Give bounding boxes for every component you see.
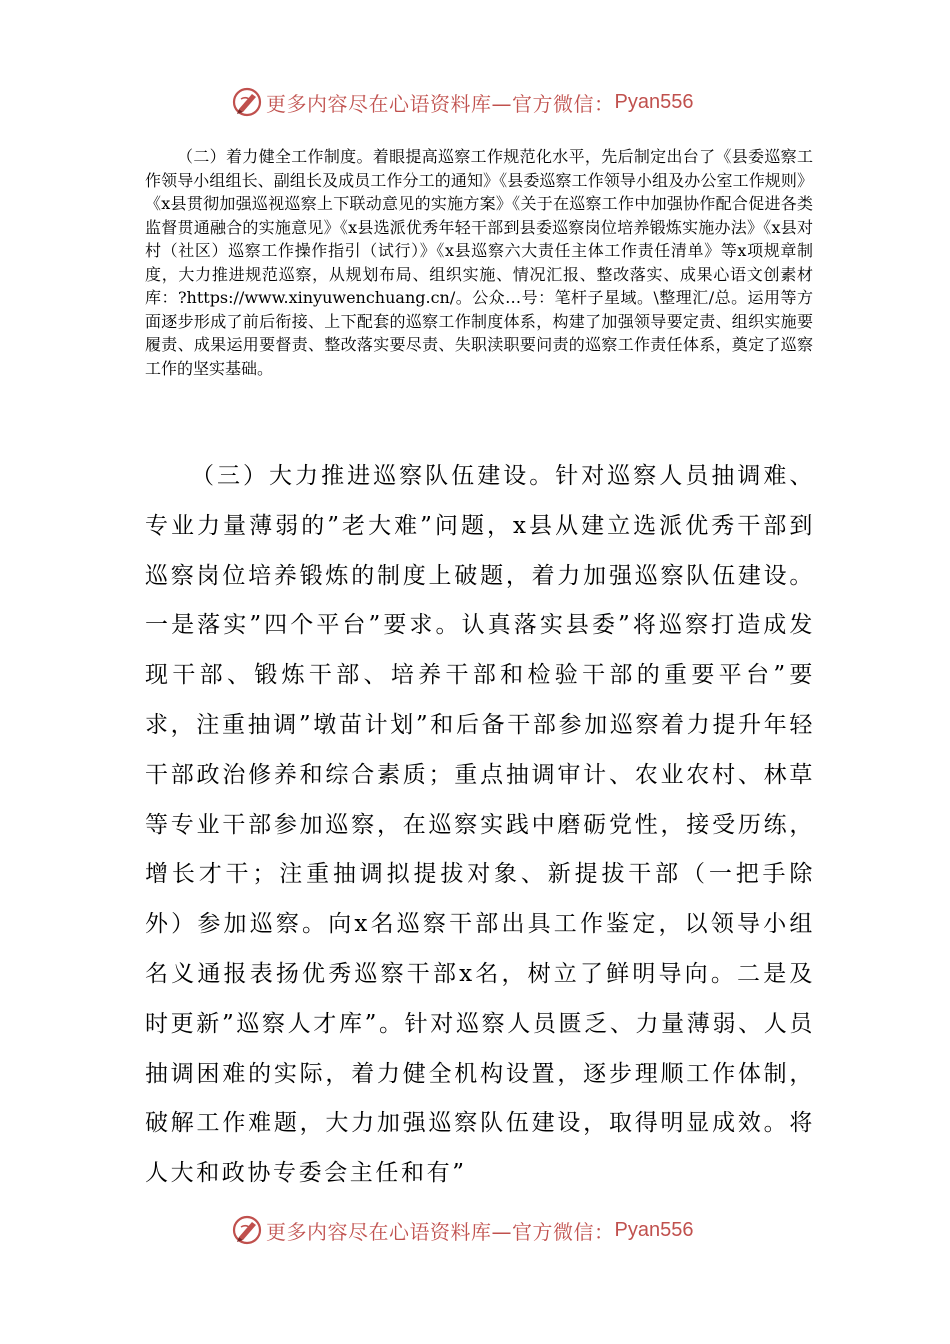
watermark-wechat-id: Pyan556	[614, 1218, 694, 1241]
pen-logo-icon	[232, 87, 262, 117]
paragraph-team-building: （三）大力推进巡察队伍建设。针对巡察人员抽调难、专业力量薄弱的”老大难”问题，x县从建立选派优秀干部到巡察岗位培养锻炼的制度上破题，着力加强巡察队伍建设。一是落实”四个平台”要求。认真落实县委”将巡察打造成发现干部、锻炼干部、培养干部和检验干部的重要平台”要求，注重抽调”墩苗计划”和后备干部参加巡察着力提升年轻干部政治修养和综合素质；重点抽调审计、农业农村、林草等专业干部参加巡察，在巡察实践中磨砺党性，接受历练，增长才干；注重抽调拟提拔对象、新提拔干部（一把手除外）参加巡察。向x名巡察干部出具工作鉴定，以领导小组名义通报表扬优秀巡察干部x名，树立了鲜明导向。二是及时更新”巡察人才库”。针对巡察人员匮乏、力量薄弱、人员抽调困难的实际，着力健全机构设置，逐步理顺工作体制，破解工作难题，大力加强巡察队伍建设，取得明显成效。将人大和政协专委会主任和有”	[145, 463, 815, 1187]
watermark-text: 更多内容尽在心语资料库—官方微信：	[266, 91, 615, 116]
paragraph-work-system: （二）着力健全工作制度。着眼提高巡察工作规范化水平，先后制定出台了《县委巡察工作领导小组组长、副组长及成员工作分工的通知》《县委巡察工作领导小组及办公室工作规则》《x县贯彻加强巡视巡察上下联动意见的实施方案》《关于在巡察工作中加强协作配合促进各类监督贯通融合的实施意见》《x县选派优秀年轻干部到县委巡察岗位培养锻炼实施办法》《x县对村（社区）巡察工作操作指引（试行）》《x县巡察六大责任主体工作责任清单》等x项规章制度，大力推进规范巡察，从规划布局、组织实施、情况汇报、整改落实、成果心语文创素材库：?https://www.xinyuwenchuang.cn/。公众…号：笔杆子星域。\整理汇/总。运用等方面逐步形成了前后衔接、上下配套的巡察工作制度体系，构建了加强领导要定责、组织实施要履责、成果运用要督责、整改落实要尽责、失职渎职要问责的巡察工作责任体系，奠定了巡察工作的坚实基础。	[145, 147, 813, 378]
pen-logo-icon	[232, 1215, 262, 1245]
watermark-wechat-id: Pyan556	[614, 90, 694, 113]
footer-watermark	[232, 1214, 752, 1246]
header-watermark	[232, 86, 752, 118]
watermark-text: 更多内容尽在心语资料库—官方微信：	[266, 1219, 615, 1244]
